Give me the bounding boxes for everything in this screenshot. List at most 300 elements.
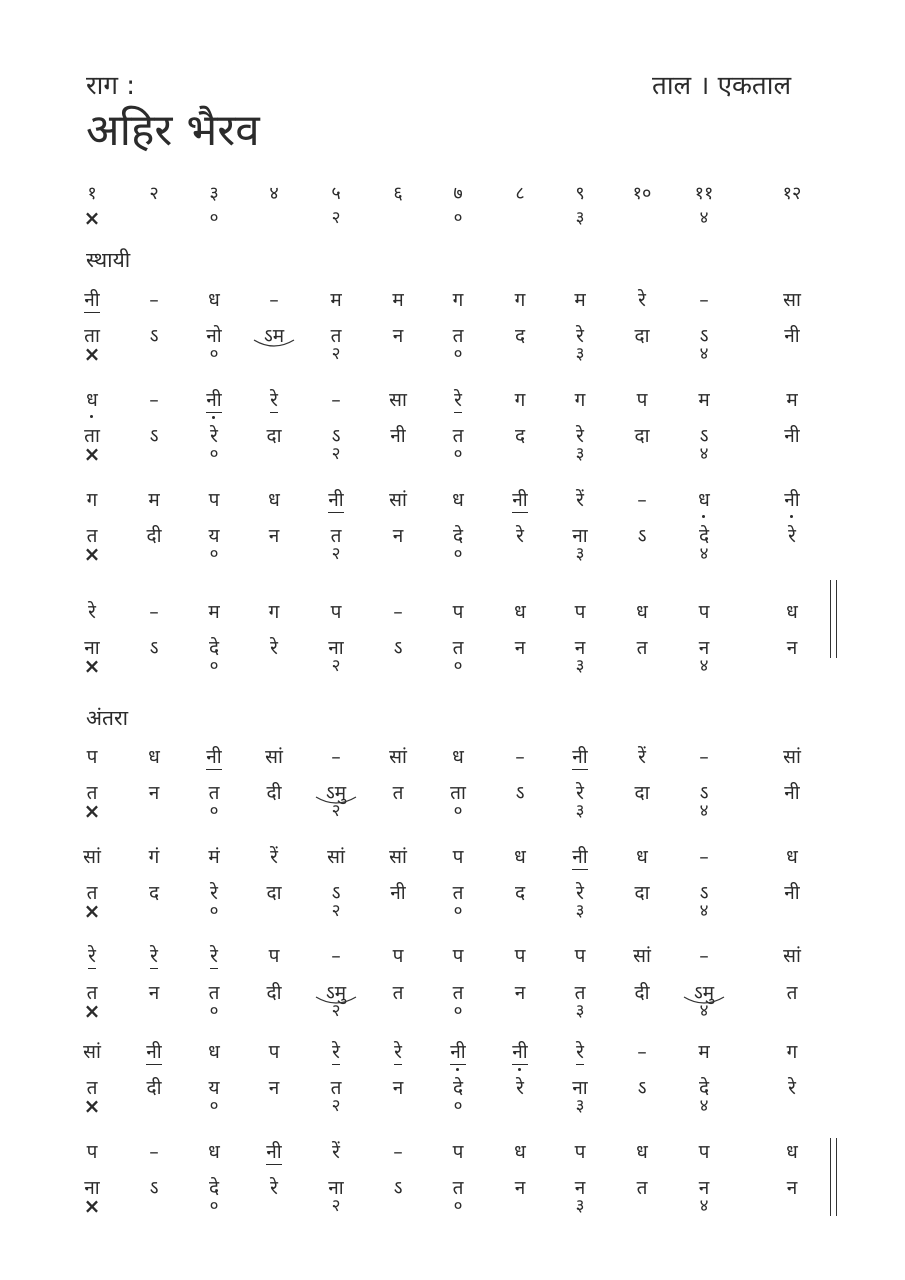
bol-syllable: ऽ: [637, 1077, 647, 1099]
swara-note: –: [699, 846, 709, 868]
swara-note: म: [698, 1041, 710, 1063]
bol-syllable: द: [514, 882, 526, 904]
swara-note: नी: [572, 846, 588, 868]
swara-note: ध: [452, 489, 464, 511]
swara-note: मं: [208, 846, 220, 868]
swara-note: ध: [698, 489, 710, 511]
beat-number: ८: [515, 183, 525, 204]
bol-syllable: न: [268, 525, 280, 547]
swara-note: –: [637, 1041, 647, 1063]
swara-note: –: [699, 945, 709, 967]
swara-note: रे: [576, 1041, 584, 1063]
beat-number: ४: [269, 183, 279, 204]
bol-syllable: ऽ: [699, 325, 709, 347]
taal-mark: ३: [575, 1096, 585, 1116]
swara-note: रे: [88, 601, 96, 623]
swara-row: [60, 743, 856, 773]
swara-note: नी: [512, 1041, 528, 1063]
swara-note: ग: [86, 489, 98, 511]
bol-syllable: त: [330, 525, 342, 547]
taal-mark: ०: [453, 1196, 463, 1216]
swara-note: नी: [784, 489, 800, 511]
taal-mark: ०: [453, 1096, 463, 1116]
swara-note: ध: [148, 746, 160, 768]
meend-arc: [252, 338, 296, 350]
taal-mark: ०: [209, 1096, 219, 1116]
swara-note: ग: [574, 389, 586, 411]
taal-mark-row: [60, 1001, 856, 1031]
bol-syllable: ऽ: [149, 425, 159, 447]
taal-mark: ३: [575, 1196, 585, 1216]
bol-syllable: ना: [328, 1177, 344, 1199]
swara-note: म: [330, 289, 342, 311]
beat-number: ३: [209, 183, 219, 204]
bol-syllable: त: [452, 637, 464, 659]
swara-note: ध: [636, 1141, 648, 1163]
taal-mark: ३: [575, 208, 585, 228]
double-barline: [830, 580, 837, 658]
bol-syllable: नी: [784, 325, 800, 347]
taal-mark: ×: [83, 1094, 101, 1118]
bol-syllable: दे: [698, 1077, 710, 1099]
swara-note: म: [148, 489, 160, 511]
taal-mark: ०: [453, 1001, 463, 1021]
bol-syllable: न: [268, 1077, 280, 1099]
swara-note: रे: [394, 1041, 402, 1063]
bol-syllable: ता: [450, 782, 466, 804]
swara-note: ध: [514, 601, 526, 623]
swara-note: ध: [514, 1141, 526, 1163]
swara-note: म: [698, 389, 710, 411]
bol-syllable: ऽ: [393, 1177, 403, 1199]
bol-syllable: नी: [390, 882, 406, 904]
taal-mark: ०: [453, 444, 463, 464]
swara-note: सां: [783, 945, 801, 967]
swara-note: –: [149, 1141, 159, 1163]
swara-note: प: [452, 945, 464, 967]
swara-note: सां: [633, 945, 651, 967]
bol-syllable: रे: [788, 525, 796, 547]
swara-note: प: [452, 1141, 464, 1163]
bol-syllable: त: [208, 982, 220, 1004]
bol-syllable: न: [514, 982, 526, 1004]
bol-syllable: ऽ: [149, 1177, 159, 1199]
meend-arc: [314, 995, 358, 1007]
taal-mark: २: [331, 656, 341, 676]
bol-syllable: दी: [634, 982, 650, 1004]
swara-note: रें: [270, 846, 278, 868]
bol-syllable: न: [514, 1177, 526, 1199]
taal-mark-row: [60, 801, 856, 831]
beat-number: २: [149, 183, 159, 204]
swara-note: ग: [452, 289, 464, 311]
taal-mark: ०: [453, 801, 463, 821]
swara-note: ध: [208, 1141, 220, 1163]
bol-syllable: ना: [572, 525, 588, 547]
beat-number: १: [87, 183, 97, 204]
section-label-antara: अंतरा: [86, 706, 129, 730]
swara-note: ध: [786, 846, 798, 868]
swara-note: –: [699, 289, 709, 311]
taal-mark: ०: [209, 444, 219, 464]
taal-mark: ०: [453, 544, 463, 564]
bol-syllable: दा: [266, 425, 282, 447]
bol-syllable: ऽ: [637, 525, 647, 547]
swara-note: –: [149, 289, 159, 311]
swara-row: [60, 1138, 856, 1168]
swara-note: प: [636, 389, 648, 411]
bol-syllable: न: [786, 637, 798, 659]
swara-note: नी: [450, 1041, 466, 1063]
bol-syllable: त: [452, 325, 464, 347]
swara-note: प: [86, 746, 98, 768]
bol-syllable: द: [148, 882, 160, 904]
swara-note: –: [269, 289, 279, 311]
bol-syllable: ऽमु: [325, 982, 347, 1004]
swara-note: प: [698, 1141, 710, 1163]
bol-syllable: त: [330, 1077, 342, 1099]
swara-note: –: [331, 945, 341, 967]
taal-mark: ३: [575, 344, 585, 364]
meend-arc: [314, 795, 358, 807]
swara-note: गं: [148, 846, 160, 868]
swara-note: रे: [332, 1041, 340, 1063]
bol-syllable: ऽ: [699, 882, 709, 904]
beat-number: ६: [393, 183, 403, 204]
swara-note: म: [392, 289, 404, 311]
swara-note: प: [574, 945, 586, 967]
swara-note: प: [452, 601, 464, 623]
bol-syllable: ऽ: [393, 637, 403, 659]
swara-note: सा: [389, 389, 407, 411]
swara-note: प: [268, 945, 280, 967]
swara-note: प: [86, 1141, 98, 1163]
bol-syllable: रे: [210, 425, 218, 447]
double-barline: [830, 1138, 837, 1216]
swara-row: [60, 843, 856, 873]
bol-syllable: रे: [576, 782, 584, 804]
swara-row: [60, 286, 856, 316]
bol-syllable: दी: [146, 1077, 162, 1099]
taal-mark: २: [331, 444, 341, 464]
taal-mark: ×: [83, 999, 101, 1023]
bol-syllable: नी: [390, 425, 406, 447]
taal-mark-row: [60, 1196, 856, 1226]
swara-note: रे: [150, 945, 158, 967]
taal-mark: ०: [453, 901, 463, 921]
swara-note: –: [515, 746, 525, 768]
bol-syllable: त: [86, 1077, 98, 1099]
swara-note: नी: [328, 489, 344, 511]
taal-mark: २: [331, 1001, 341, 1021]
swara-row: [60, 598, 856, 628]
swara-note: नी: [266, 1141, 282, 1163]
swara-note: सां: [389, 489, 407, 511]
taal-mark: ×: [83, 654, 101, 678]
taal-mark: ३: [575, 444, 585, 464]
taal-mark: ३: [575, 901, 585, 921]
bol-syllable: य: [208, 525, 220, 547]
beat-number: ११: [694, 183, 714, 204]
swara-note: –: [393, 1141, 403, 1163]
swara-note: –: [149, 601, 159, 623]
bol-syllable: त: [208, 782, 220, 804]
swara-note: ध: [514, 846, 526, 868]
taal-mark: ४: [699, 656, 709, 676]
taal-mark: ×: [83, 799, 101, 823]
swara-note: सां: [327, 846, 345, 868]
swara-note: नी: [206, 389, 222, 411]
bol-syllable: ऽ: [699, 425, 709, 447]
bol-syllable: न: [148, 782, 160, 804]
bol-syllable: ना: [84, 1177, 100, 1199]
raga-name: अहिर भैरव: [86, 105, 260, 156]
bol-syllable: त: [86, 882, 98, 904]
taal-mark: ०: [209, 1001, 219, 1021]
swara-note: ध: [86, 389, 98, 411]
bol-syllable: रे: [516, 525, 524, 547]
swara-row: [60, 942, 856, 972]
bol-syllable: त: [636, 1177, 648, 1199]
swara-note: ध: [636, 846, 648, 868]
swara-note: ध: [786, 1141, 798, 1163]
bol-syllable: ऽ: [149, 325, 159, 347]
section-label-sthayi: स्थायी: [86, 248, 131, 272]
taal-mark: ०: [209, 656, 219, 676]
bol-syllable: त: [452, 425, 464, 447]
swara-note: रे: [270, 389, 278, 411]
taal-mark: ×: [83, 542, 101, 566]
bol-syllable: न: [392, 1077, 404, 1099]
bol-syllable: त: [392, 982, 404, 1004]
taal-mark: ०: [209, 544, 219, 564]
bol-syllable: ऽ: [331, 882, 341, 904]
beat-number: ७: [453, 183, 463, 204]
swara-note: प: [268, 1041, 280, 1063]
bol-syllable: त: [452, 982, 464, 1004]
taal-label: ताल । एकताल: [652, 71, 792, 101]
swara-note: ग: [514, 389, 526, 411]
bol-syllable: दा: [634, 782, 650, 804]
bol-syllable: द: [514, 325, 526, 347]
swara-note: –: [637, 489, 647, 511]
taal-mark: ×: [83, 1194, 101, 1218]
bol-syllable: दी: [266, 982, 282, 1004]
swara-note: म: [208, 601, 220, 623]
beat-number: १०: [632, 183, 652, 204]
swara-note: ग: [786, 1041, 798, 1063]
swara-note: रे: [454, 389, 462, 411]
swara-note: रे: [88, 945, 96, 967]
swara-note: नी: [572, 746, 588, 768]
bol-syllable: दी: [146, 525, 162, 547]
bol-syllable: ऽ: [699, 782, 709, 804]
swara-note: रें: [332, 1141, 340, 1163]
taal-mark-row: [60, 656, 856, 686]
taal-mark: ४: [699, 901, 709, 921]
taal-mark: ×: [83, 342, 101, 366]
swara-note: रें: [576, 489, 584, 511]
bol-syllable: रे: [576, 425, 584, 447]
swara-note: प: [514, 945, 526, 967]
swara-note: –: [149, 389, 159, 411]
bol-syllable: त: [330, 325, 342, 347]
taal-mark: ३: [575, 544, 585, 564]
swara-note: –: [331, 746, 341, 768]
taal-mark: २: [331, 208, 341, 228]
taal-mark: ०: [209, 344, 219, 364]
bol-syllable: त: [452, 1177, 464, 1199]
bol-syllable: रे: [516, 1077, 524, 1099]
swara-note: ध: [636, 601, 648, 623]
swara-note: प: [392, 945, 404, 967]
bol-syllable: रे: [576, 882, 584, 904]
bol-syllable: न: [392, 325, 404, 347]
taal-mark: २: [331, 1096, 341, 1116]
swara-note: रे: [638, 289, 646, 311]
taal-mark: ०: [453, 656, 463, 676]
taal-mark: ४: [699, 801, 709, 821]
swara-note: प: [574, 1141, 586, 1163]
bol-syllable: रे: [270, 1177, 278, 1199]
bol-syllable: दा: [634, 325, 650, 347]
swara-note: सां: [389, 746, 407, 768]
swara-note: –: [699, 746, 709, 768]
swara-note: सां: [783, 746, 801, 768]
taal-mark-row: [60, 344, 856, 374]
bol-syllable: ऽ: [331, 425, 341, 447]
bol-syllable: दे: [208, 1177, 220, 1199]
swara-note: सां: [83, 846, 101, 868]
bol-syllable: दे: [452, 525, 464, 547]
bol-syllable: दा: [634, 882, 650, 904]
swara-note: नी: [146, 1041, 162, 1063]
bol-syllable: रे: [788, 1077, 796, 1099]
swara-note: रें: [638, 746, 646, 768]
bol-syllable: त: [786, 982, 798, 1004]
taal-mark: ×: [83, 899, 101, 923]
bol-syllable: नी: [784, 425, 800, 447]
bol-syllable: ना: [572, 1077, 588, 1099]
taal-mark: ०: [209, 1196, 219, 1216]
bol-syllable: ऽमु: [325, 782, 347, 804]
taal-mark-row: [60, 901, 856, 931]
bol-syllable: ऽमु: [693, 982, 715, 1004]
bol-syllable: नी: [784, 782, 800, 804]
bol-syllable: रे: [270, 637, 278, 659]
swara-note: प: [698, 601, 710, 623]
taal-mark: ४: [699, 444, 709, 464]
swara-note: नी: [206, 746, 222, 768]
swara-note: प: [208, 489, 220, 511]
taal-mark: ४: [699, 208, 709, 228]
swara-note: सां: [265, 746, 283, 768]
bol-syllable: ता: [84, 325, 100, 347]
taal-mark: ०: [209, 901, 219, 921]
bol-syllable: न: [574, 637, 586, 659]
bol-syllable: त: [86, 782, 98, 804]
beat-number: ९: [575, 183, 585, 204]
swara-note: प: [452, 846, 464, 868]
raga-label: राग :: [86, 71, 136, 101]
bol-syllable: नो: [206, 325, 222, 347]
bol-syllable: दा: [266, 882, 282, 904]
taal-mark: ३: [575, 1001, 585, 1021]
taal-mark: ०: [209, 208, 219, 228]
taal-mark: ४: [699, 1001, 709, 1021]
bol-syllable: दे: [698, 525, 710, 547]
taal-mark-row: [60, 444, 856, 474]
bol-syllable: रे: [576, 325, 584, 347]
taal-mark: ३: [575, 656, 585, 676]
swara-note: ध: [452, 746, 464, 768]
bol-syllable: नी: [784, 882, 800, 904]
swara-note: ग: [268, 601, 280, 623]
swara-note: सां: [83, 1041, 101, 1063]
taal-mark: ०: [209, 801, 219, 821]
taal-mark: ४: [699, 344, 709, 364]
bol-syllable: त: [636, 637, 648, 659]
swara-row: [60, 386, 856, 416]
bol-syllable: दे: [208, 637, 220, 659]
beat-number-row: [60, 180, 856, 210]
bol-syllable: दा: [634, 425, 650, 447]
taal-mark: ४: [699, 544, 709, 564]
bol-syllable: न: [786, 1177, 798, 1199]
meend-arc: [682, 995, 726, 1007]
taal-mark-row: [60, 1096, 856, 1126]
taal-mark: ०: [453, 344, 463, 364]
beat-number: १२: [782, 183, 802, 204]
swara-note: प: [574, 601, 586, 623]
swara-note: म: [786, 389, 798, 411]
taal-mark-row: [60, 544, 856, 574]
taal-mark: ×: [83, 442, 101, 466]
bol-syllable: न: [392, 525, 404, 547]
bol-syllable: ऽ: [515, 782, 525, 804]
taal-mark: २: [331, 1196, 341, 1216]
swara-note: सा: [783, 289, 801, 311]
bol-syllable: दी: [266, 782, 282, 804]
taal-mark: २: [331, 901, 341, 921]
taal-mark: ४: [699, 1196, 709, 1216]
beat-number: ५: [331, 183, 341, 204]
swara-note: रे: [210, 945, 218, 967]
taal-mark: ३: [575, 801, 585, 821]
bol-syllable: ऽ: [149, 637, 159, 659]
swara-row: [60, 1038, 856, 1068]
bol-syllable: न: [574, 1177, 586, 1199]
beat-mark-row: [60, 208, 856, 238]
taal-mark: ×: [83, 206, 101, 230]
swara-note: प: [330, 601, 342, 623]
bol-syllable: त: [574, 982, 586, 1004]
bol-syllable: न: [698, 637, 710, 659]
swara-note: नी: [512, 489, 528, 511]
taal-mark: ४: [699, 1096, 709, 1116]
bol-syllable: न: [148, 982, 160, 1004]
swara-note: ध: [208, 1041, 220, 1063]
bol-syllable: न: [698, 1177, 710, 1199]
swara-note: म: [574, 289, 586, 311]
taal-mark: २: [331, 344, 341, 364]
bol-syllable: ऽम: [263, 325, 285, 347]
bol-syllable: ता: [84, 425, 100, 447]
bol-syllable: ना: [328, 637, 344, 659]
taal-mark: ०: [453, 208, 463, 228]
bol-syllable: दे: [452, 1077, 464, 1099]
swara-note: –: [331, 389, 341, 411]
